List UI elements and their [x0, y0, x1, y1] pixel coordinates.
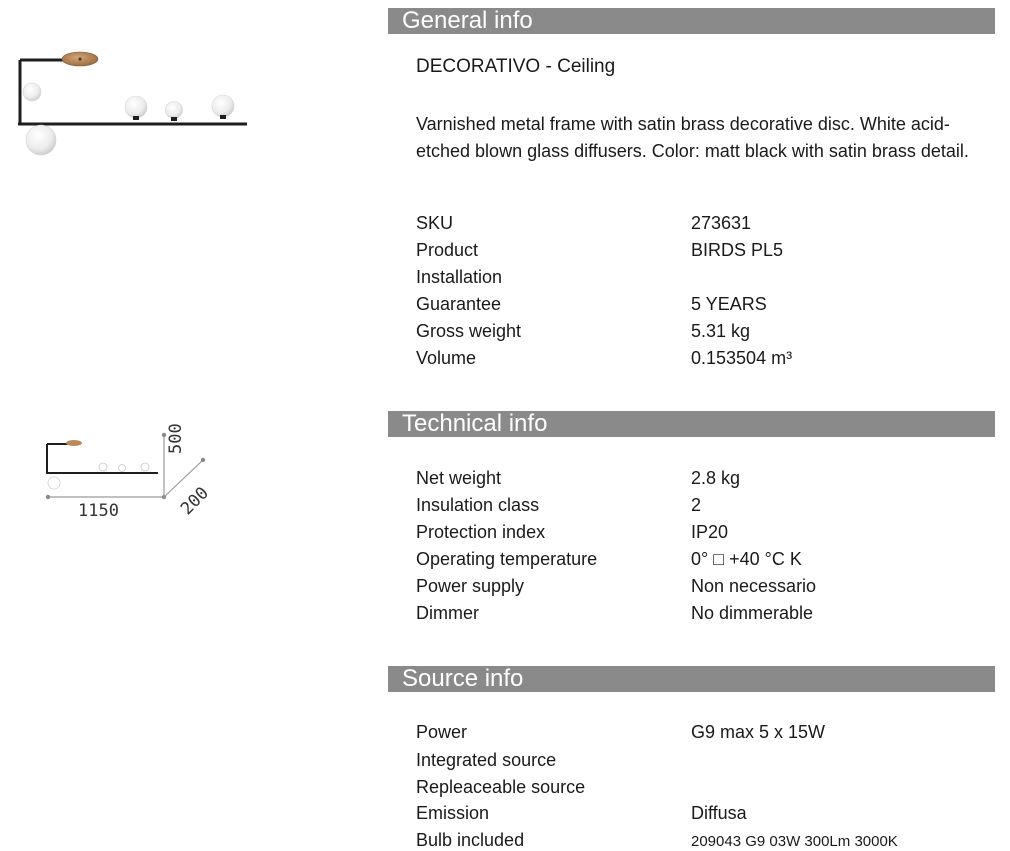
value-power-supply: Non necessario	[691, 576, 817, 596]
value-emission: Diffusa	[691, 803, 747, 823]
value-power: G9 max 5 x 15W	[691, 722, 826, 742]
value-bulb-included: 209043 G9 03W 300Lm 3000K	[691, 833, 898, 850]
dimension-width: 1150	[78, 501, 119, 521]
label-replaceable-source: Repleaceable source	[416, 777, 586, 797]
product-photo	[10, 40, 255, 165]
value-operating-temperature: 0° □ +40 °C K	[691, 549, 802, 569]
label-integrated-source: Integrated source	[416, 750, 557, 770]
dimension-depth: 200	[177, 483, 213, 520]
label-emission: Emission	[416, 803, 490, 823]
value-product: BIRDS PL5	[691, 240, 784, 260]
label-power-supply: Power supply	[416, 576, 525, 596]
value-gross-weight: 5.31 kg	[691, 321, 751, 341]
label-guarantee: Guarantee	[416, 294, 502, 314]
label-operating-temperature: Operating temperature	[416, 549, 598, 569]
label-protection-index: Protection index	[416, 522, 546, 542]
source-info-header: Source info	[388, 666, 995, 692]
label-gross-weight: Gross weight	[416, 321, 522, 341]
product-description: Varnished metal frame with satin brass decorative disc. White acid-etched blown glass diffusers. Color: matt black with satin brass detail.	[416, 114, 969, 161]
general-info-header: General info	[388, 8, 995, 34]
value-sku: 273631	[691, 213, 752, 233]
label-installation: Installation	[416, 267, 503, 287]
value-net-weight: 2.8 kg	[691, 468, 741, 488]
label-bulb-included: Bulb included	[416, 830, 525, 850]
product-name: DECORATIVO - Ceiling	[416, 56, 616, 77]
value-dimmer: No dimmerable	[691, 603, 814, 623]
label-sku: SKU	[416, 213, 454, 233]
label-dimmer: Dimmer	[416, 603, 479, 623]
value-insulation-class: 2	[691, 495, 702, 515]
label-volume: Volume	[416, 348, 477, 368]
value-guarantee: 5 YEARS	[691, 294, 767, 314]
technical-info-header: Technical info	[388, 411, 995, 437]
dimension-height: 500	[166, 423, 186, 454]
value-volume: 0.153504 m³	[691, 348, 793, 368]
label-insulation-class: Insulation class	[416, 495, 540, 515]
label-power: Power	[416, 722, 468, 742]
value-protection-index: IP20	[691, 522, 729, 542]
label-product: Product	[416, 240, 479, 260]
label-net-weight: Net weight	[416, 468, 502, 488]
